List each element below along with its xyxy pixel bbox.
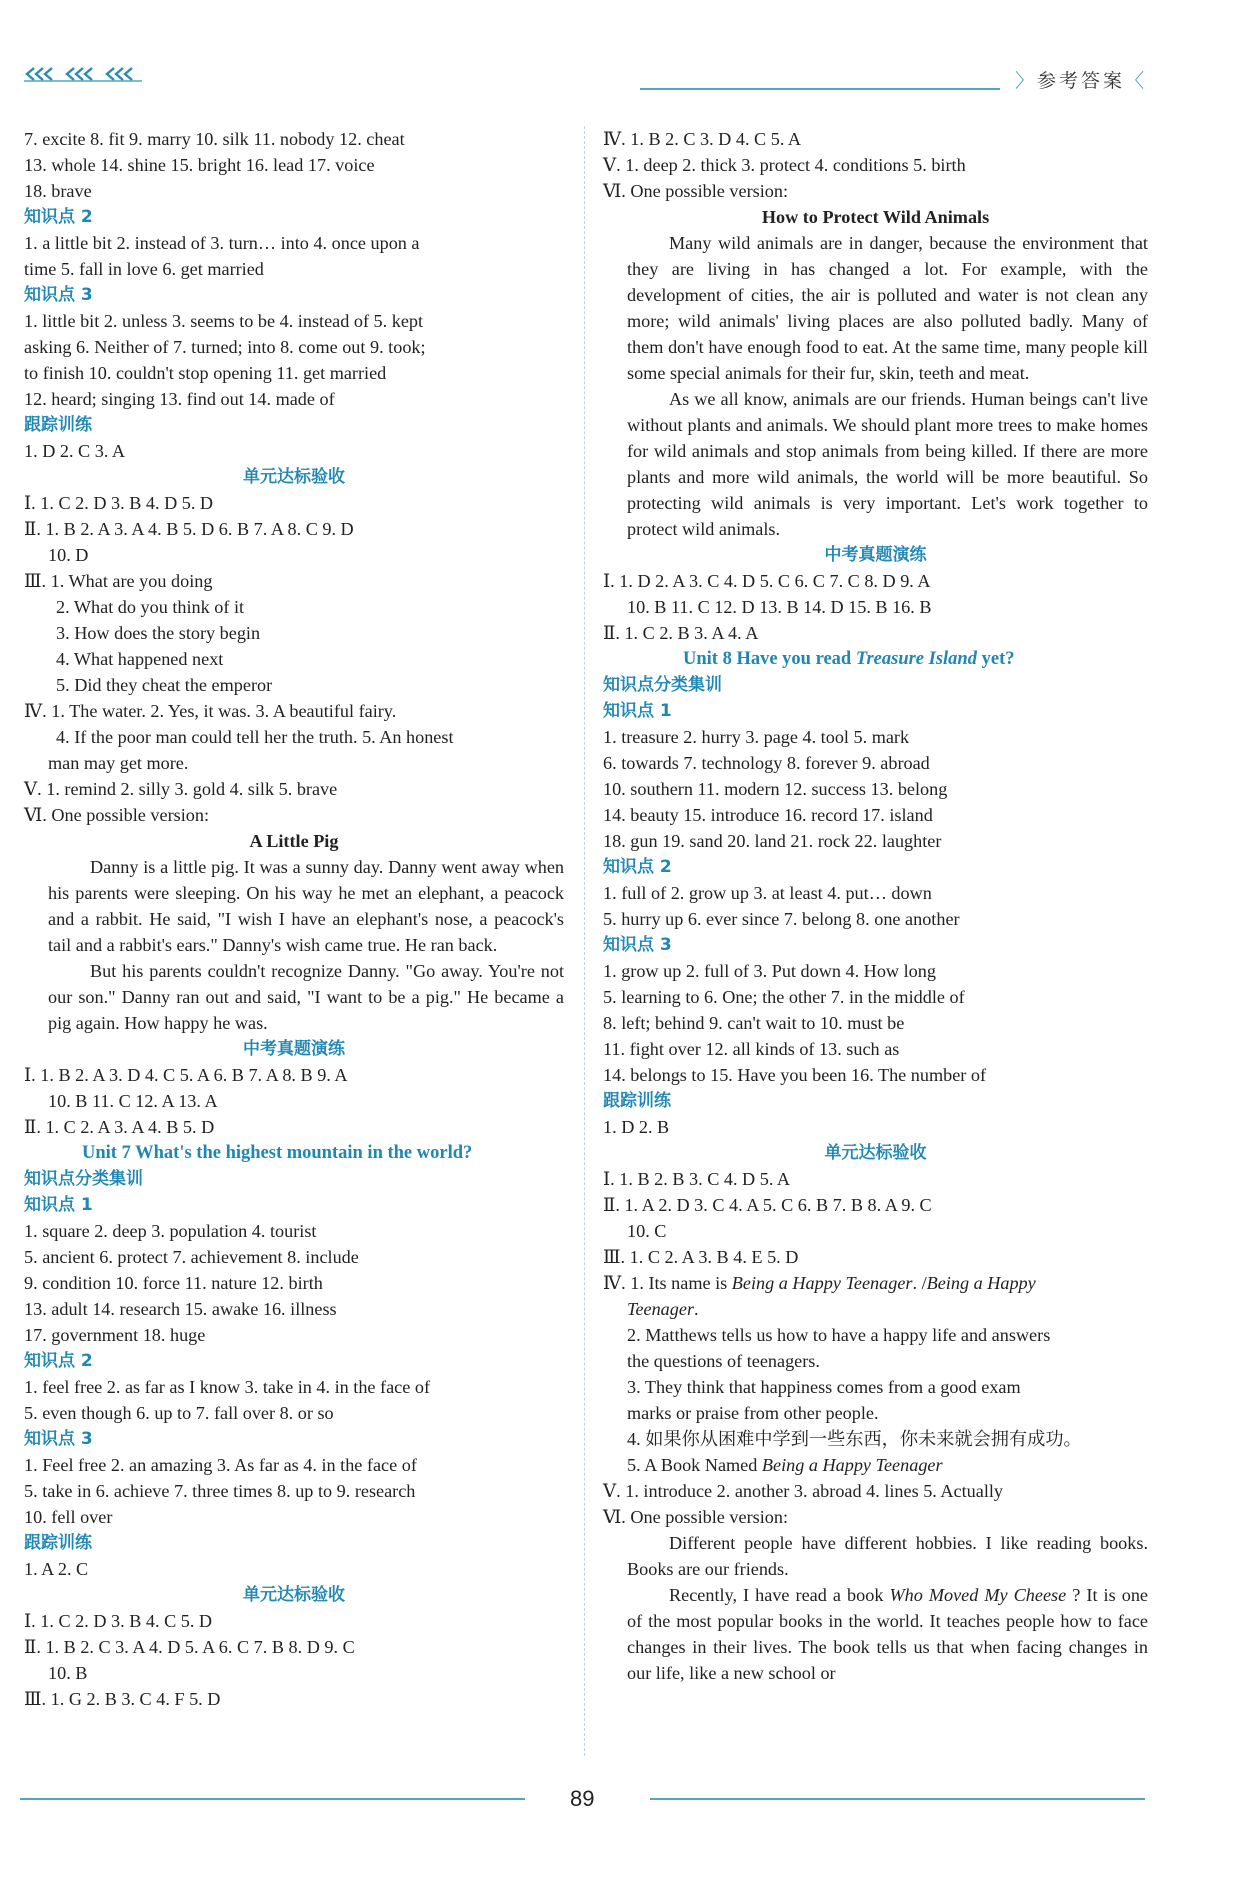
answer-line: Ⅲ. 1. What are you doing [24,571,213,591]
book-title: Being a Happy Teenager [761,1455,943,1475]
answer-line: Ⅴ. 1. introduce 2. another 3. abroad 4. lines 5. Actually [603,1481,1004,1501]
answer-line: 1. square 2. deep 3. population 4. tourist [24,1221,317,1241]
right-column [603,126,1148,1686]
answer-line: Ⅲ. 1. C 2. A 3. B 4. E 5. D [603,1247,799,1267]
answer-line: Ⅰ. 1. D 2. A 3. C 4. D 5. C 6. C 7. C 8. D 9. A [603,571,931,591]
answer-line: 3. How does the story begin [56,623,261,643]
section-heading: 知识点分类集训 [24,1169,143,1189]
section-heading: 知识点 2 [24,207,93,227]
answer-line: marks or praise from other people. [627,1403,879,1423]
answer-line: Ⅴ. 1. deep 2. thick 3. protect 4. conditions 5. birth [603,155,966,175]
header-rule [640,88,1000,90]
page-number: 89 [570,1786,595,1811]
answer-line: man may get more. [48,753,189,773]
answer-line: 1. treasure 2. hurry 3. page 4. tool 5. mark [603,727,910,747]
essay-paragraph [603,1582,1148,1686]
section-heading-centered: 单元达标验收 [243,467,345,487]
answer-line: Ⅲ. 1. G 2. B 3. C 4. F 5. D [24,1689,221,1709]
answer-line: 3. They think that happiness comes from a good exam [627,1377,1021,1397]
section-heading: 跟踪训练 [24,415,92,435]
page-header [0,0,1250,100]
answer-line: 1. a little bit 2. instead of 3. turn… into 4. once upon a [24,233,420,253]
answer-line: 1. little bit 2. unless 3. seems to be 4. instead of 5. kept [24,311,424,331]
section-heading: 知识点 3 [24,1429,93,1449]
answer-line [603,1296,1148,1322]
answer-line: 5. even though 6. up to 7. fall over 8. or so [24,1403,334,1423]
header-title: 〉参考答案〈 [1015,70,1148,92]
section-heading-centered: 单元达标验收 [243,1585,345,1605]
answer-line: Ⅰ. 1. C 2. D 3. B 4. D 5. D [24,493,214,513]
answer-line: 10. C [627,1221,667,1241]
answer-line: 1. A 2. C [24,1559,89,1579]
answer-line: 14. belongs to 15. Have you been 16. The number of [603,1065,987,1085]
answer-line: Ⅵ. One possible version: [24,805,209,825]
answer-line: 14. beauty 15. introduce 16. record 17. island [603,805,933,825]
answer-line: Ⅱ. 1. C 2. B 3. A 4. A [603,623,759,643]
section-heading: 知识点 3 [603,935,672,955]
chevron-decoration-icon [24,66,142,82]
footer-rule-right [650,1798,1145,1800]
answer-line: 5. learning to 6. One; the other 7. in the middle of [603,987,965,1007]
answer-line: 5. hurry up 6. ever since 7. belong 8. one another [603,909,960,929]
arrow-right-icon: 〉 [1015,70,1038,92]
answer-line: 1. Feel free 2. an amazing 3. As far as 4. in the face of [24,1455,417,1475]
left-column [24,126,564,1712]
essay-text: Recently, I have read a book [669,1585,890,1605]
answer-line: Ⅱ. 1. A 2. D 3. C 4. A 5. C 6. B 7. B 8. A 9. C [603,1195,932,1215]
answer-line: to finish 10. couldn't stop opening 11. get married [24,363,387,383]
answer-line: 10. B 11. C 12. A 13. A [48,1091,218,1111]
section-heading-centered: 中考真题演练 [824,545,927,565]
answer-line: 8. left; behind 9. can't wait to 10. must be [603,1013,905,1033]
answer-line: Ⅰ. 1. B 2. B 3. C 4. D 5. A [603,1169,791,1189]
answer-line: Ⅱ. 1. B 2. A 3. A 4. B 5. D 6. B 7. A 8. C 9. D [24,519,354,539]
footer-rule-left [20,1798,525,1800]
unit-title-suffix: yet? [976,649,1015,669]
section-heading-centered: 单元达标验收 [824,1143,927,1163]
answer-line: 12. heard; singing 13. find out 14. made of [24,389,335,409]
essay-paragraph: But his parents couldn't recognize Danny. "Go away. You're not our son." Danny ran out and said, "I want to be a pig." He became a pig again. How happy he was. [48,961,564,1033]
answer-line: 10. B 11. C 12. D 13. B 14. D 15. B 16. B [627,597,932,617]
answer-line: 5. Did they cheat the emperor [56,675,273,695]
essay-title: How to Protect Wild Animals [761,207,990,227]
answer-line: the questions of teenagers. [627,1351,820,1371]
section-heading: 知识点分类集训 [603,675,722,695]
book-title: Being a Happy [926,1273,1036,1293]
essay-paragraph: Different people have different hobbies. I like reading books. Books are our friends. [627,1533,1148,1579]
answer-line: 18. brave [24,181,92,201]
section-heading: 知识点 2 [603,857,672,877]
answer-line: 2. What do you think of it [56,597,245,617]
answer-line: 4. 如果你从困难中学到一些东西，你未来就会拥有成功。 [627,1429,1082,1449]
answer-text: 5. A Book Named [627,1455,762,1475]
section-heading: 知识点 1 [24,1195,93,1215]
arrow-left-icon: 〈 [1125,70,1148,92]
book-title: Teenager [627,1299,695,1319]
answer-line: 9. condition 10. force 11. nature 12. birth [24,1273,323,1293]
answer-line [603,1452,1148,1478]
answer-line: 1. D 2. C 3. A [24,441,126,461]
answer-line: Ⅱ. 1. C 2. A 3. A 4. B 5. D [24,1117,215,1137]
section-heading: 知识点 3 [24,285,93,305]
essay-paragraph: As we all know, animals are our friends. Human beings can't live without plants and animals. We should plant more trees to make homes for wild animals and stop animals from being killed. If there are more plants and more wild animals, the world will be more beautiful. So protecting wild animals is very important. Let's work together to protect wild animals. [627,389,1148,539]
book-title: Who Moved My Cheese [889,1585,1067,1605]
section-heading-centered: 中考真题演练 [243,1039,345,1059]
section-heading: 跟踪训练 [603,1091,671,1111]
answer-line: Ⅵ. One possible version: [603,181,788,201]
answer-line: 1. grow up 2. full of 3. Put down 4. How long [603,961,936,981]
answer-line: 13. whole 14. shine 15. bright 16. lead 17. voice [24,155,375,175]
unit-title-book: Treasure Island [855,649,977,669]
answer-line: 10. southern 11. modern 12. success 13. belong [603,779,948,799]
answer-text: . [694,1299,699,1319]
answer-line: Ⅵ. One possible version: [603,1507,788,1527]
section-heading: 知识点 2 [24,1351,93,1371]
answer-line: 4. What happened next [56,649,224,669]
answer-line: Ⅱ. 1. B 2. C 3. A 4. D 5. A 6. C 7. B 8. D 9. C [24,1637,355,1657]
unit-title [603,646,1148,672]
answer-line: 5. ancient 6. protect 7. achievement 8. include [24,1247,359,1267]
essay-title: A Little Pig [249,831,339,851]
book-title: Being a Happy Teenager [731,1273,913,1293]
answer-line: 13. adult 14. research 15. awake 16. illness [24,1299,337,1319]
unit-title: Unit 7 What's the highest mountain in the world? [82,1143,473,1163]
answer-line: asking 6. Neither of 7. turned; into 8. come out 9. took; [24,337,426,357]
answer-line: 1. D 2. B [603,1117,670,1137]
answer-line: 6. towards 7. technology 8. forever 9. abroad [603,753,930,773]
section-heading: 知识点 1 [603,701,672,721]
answer-text: . / [912,1273,927,1293]
answer-line: 17. government 18. huge [24,1325,206,1345]
answer-line: 10. B [48,1663,88,1683]
answer-line: 2. Matthews tells us how to have a happy life and answers [627,1325,1051,1345]
answer-line: 7. excite 8. fit 9. marry 10. silk 11. nobody 12. cheat [24,129,405,149]
answer-line: time 5. fall in love 6. get married [24,259,264,279]
answer-line: 11. fight over 12. all kinds of 13. such as [603,1039,900,1059]
column-divider [584,126,585,1756]
essay-paragraph: Many wild animals are in danger, because the environment that they are living in has changed a lot. For example, with the development of cities, the air is polluted and water is not clean any more; wild animals' living places are also polluted badly. Many of them don't have enough food to eat. At the same time, many people kill some special animals for their fur, skin, teeth and meat. [627,233,1148,383]
answer-line [603,1270,1148,1296]
answer-line: 18. gun 19. sand 20. land 21. rock 22. laughter [603,831,942,851]
section-heading: 跟踪训练 [24,1533,92,1553]
answer-line: 4. If the poor man could tell her the truth. 5. An honest [56,727,454,747]
answer-line: Ⅳ. 1. The water. 2. Yes, it was. 3. A beautiful fairy. [24,701,397,721]
answer-text: Ⅳ. 1. Its name is [603,1273,732,1293]
answer-line: 1. full of 2. grow up 3. at least 4. put… down [603,883,932,903]
answer-line: 10. fell over [24,1507,113,1527]
essay-text: ? It is one of the most popular books in the world. It teaches people how to face changes in their lives. The book tells us that when facing changes in our life, like a new school or [627,1585,1148,1683]
answer-line: 10. D [48,545,89,565]
answer-line: Ⅰ. 1. C 2. D 3. B 4. C 5. D [24,1611,213,1631]
essay-paragraph: Danny is a little pig. It was a sunny day. Danny went away when his parents were sleeping. On his way he met an elephant, a peacock and a rabbit. He said, "I wish I have an elephant's nose, a peacock's tail and a rabbit's ears." Danny's wish came true. He ran back. [48,857,564,955]
answer-line: Ⅴ. 1. remind 2. silly 3. gold 4. silk 5. brave [24,779,338,799]
answer-line: Ⅰ. 1. B 2. A 3. D 4. C 5. A 6. B 7. A 8. B 9. A [24,1065,348,1085]
answer-line: 5. take in 6. achieve 7. three times 8. up to 9. research [24,1481,416,1501]
answer-line: Ⅳ. 1. B 2. C 3. D 4. C 5. A [603,129,802,149]
answer-line: 1. feel free 2. as far as I know 3. take in 4. in the face of [24,1377,431,1397]
unit-title-text: Unit 8 Have you read [683,649,856,669]
